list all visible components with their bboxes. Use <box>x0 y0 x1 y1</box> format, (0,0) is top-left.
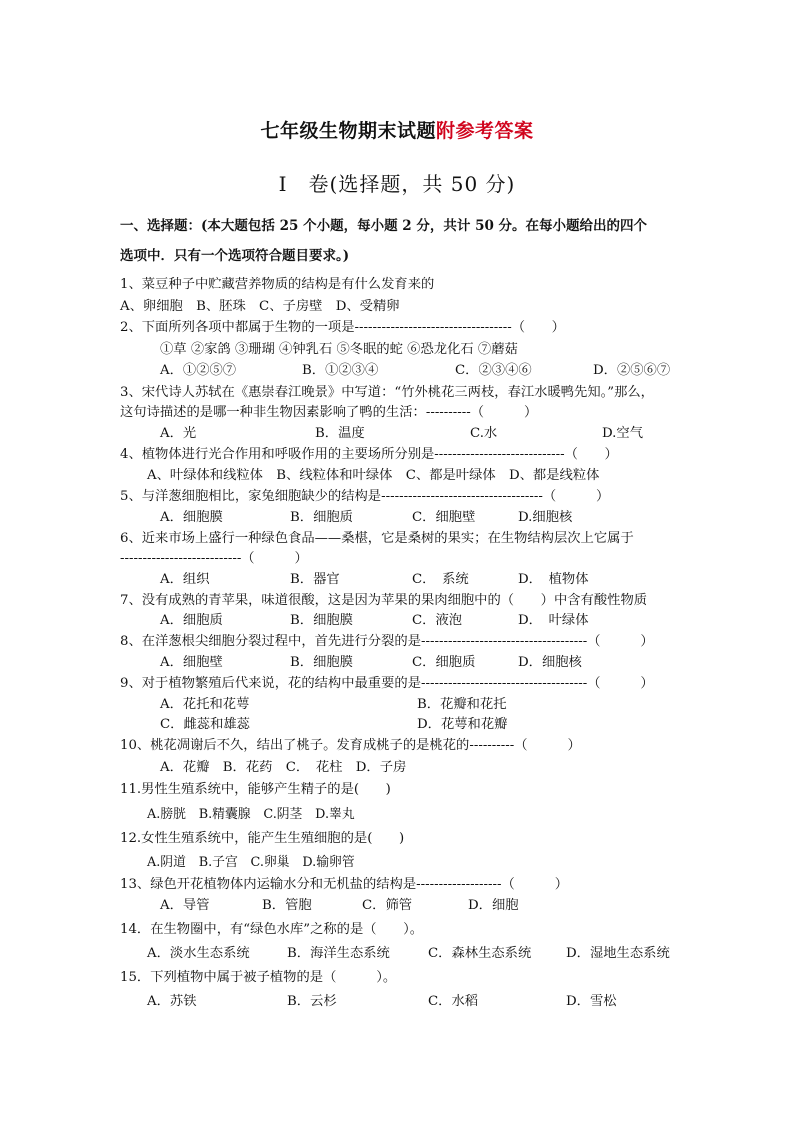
question-9-option-c: C．雌蕊和雄蕊 <box>160 717 250 732</box>
question-14-option-a: A．淡水生态系统 <box>147 946 250 961</box>
question-3-line-1: 3、宋代诗人苏轼在《惠崇春江晚景》中写道：“竹外桃花三两枝，春江水暖鸭先知。”那么， <box>120 385 654 400</box>
question-15-option-d: D．雪松 <box>566 994 617 1009</box>
question-8-option-b: B．细胞膜 <box>290 655 353 670</box>
question-7-option-a: A．细胞质 <box>160 613 223 628</box>
question-3-option-b: B．温度 <box>315 426 365 441</box>
question-15: 15．下列植物中属于被子植物的是（ ）。 <box>120 970 397 985</box>
question-6-line-2: ---------------------------（ ） <box>120 551 308 566</box>
page-title <box>0 116 794 143</box>
question-13-option-b: B．管胞 <box>262 898 312 913</box>
question-14: 14．在生物圈中，有“绿色水库”之称的是（ ）。 <box>120 922 424 937</box>
page-title-main: 七年级生物期末试题 <box>260 120 436 142</box>
question-8-option-d: D．细胞核 <box>518 655 582 670</box>
question-3-line-2: 这句诗描述的是哪一种非生物因素影响了鸭的生活：----------（ ） <box>120 405 538 420</box>
section-instructions-line-2: 选项中．只有一个选项符合题目要求。) <box>120 248 350 264</box>
question-12: 12.女性生殖系统中，能产生生殖细胞的是( ) <box>120 831 405 846</box>
question-7-option-c: C．液泡 <box>412 613 463 628</box>
question-2-option-a: A．①②⑤⑦ <box>160 363 237 378</box>
question-9: 9、对于植物繁殖后代来说，花的结构中最重要的是-------------------------------------（ ） <box>120 676 654 691</box>
question-2-option-c: C．②③④⑥ <box>455 363 532 378</box>
question-5-option-b: B．细胞质 <box>290 510 353 525</box>
question-8-option-a: A．细胞壁 <box>160 655 223 670</box>
question-6-option-a: A．组织 <box>160 572 210 587</box>
question-8-option-c: C．细胞质 <box>412 655 476 670</box>
question-5-option-d: D.细胞核 <box>518 510 573 525</box>
part-title: Ⅰ 卷(选择题，共 50 分) <box>278 172 516 196</box>
question-13-option-a: A．导管 <box>160 898 210 913</box>
question-5-option-a: A．细胞膜 <box>160 510 223 525</box>
question-3-option-a: A．光 <box>160 426 197 441</box>
question-15-option-a: A．苏铁 <box>147 994 197 1009</box>
question-6-line-1: 6、近来市场上盛行一种绿色食品——桑椹，它是桑树的果实；在生物结构层次上它属于 <box>120 531 634 546</box>
question-1: 1、菜豆种子中贮藏营养物质的结构是有什么发育来的 <box>120 277 435 292</box>
question-11-options: A.膀胱 B.精囊腺 C.阴茎 D.睾丸 <box>147 807 355 822</box>
question-9-option-d: D．花萼和花瓣 <box>417 717 508 732</box>
question-5: 5、与洋葱细胞相比，家兔细胞缺少的结构是------------------------------------（ ） <box>120 489 610 504</box>
question-15-option-c: C．水稻 <box>428 994 479 1009</box>
question-13: 13、绿色开花植物体内运输水分和无机盐的结构是-------------------（ ） <box>120 877 569 892</box>
question-2: 2、下面所列各项中都属于生物的一项是-----------------------------------（ ） <box>120 320 565 335</box>
question-7-option-d: D． 叶绿体 <box>518 613 589 628</box>
question-3-option-d: D.空气 <box>602 426 644 441</box>
question-14-option-d: D．湿地生态系统 <box>566 946 670 961</box>
question-6-option-b: B．器官 <box>290 572 340 587</box>
question-9-option-b: B．花瓣和花托 <box>417 697 507 712</box>
question-4: 4、植物体进行光合作用和呼吸作用的主要场所分别是-----------------------------（ ） <box>120 447 618 462</box>
question-10: 10、桃花凋谢后不久，结出了桃子。发育成桃子的是桃花的----------（ ） <box>120 738 581 753</box>
question-10-options: A．花瓣 B．花药 C． 花柱 D．子房 <box>160 760 407 775</box>
question-5-option-c: C．细胞壁 <box>412 510 476 525</box>
question-4-options: A、叶绿体和线粒体 B、线粒体和叶绿体 C、都是叶绿体 D、都是线粒体 <box>147 468 600 483</box>
question-13-option-d: D．细胞 <box>468 898 519 913</box>
question-6-option-c: C． 系统 <box>412 572 469 587</box>
question-14-option-c: C．森林生态系统 <box>428 946 532 961</box>
question-6-option-d: D． 植物体 <box>518 572 589 587</box>
page-title-answer-note: 附参考答案 <box>436 120 534 142</box>
question-13-option-c: C．筛管 <box>362 898 413 913</box>
question-1-options: A、卵细胞 B、胚珠 C、子房壁 D、受精卵 <box>120 299 400 314</box>
question-14-option-b: B．海洋生态系统 <box>287 946 390 961</box>
question-3-option-c: C.水 <box>470 426 498 441</box>
question-9-option-a: A．花托和花萼 <box>160 697 250 712</box>
question-2-option-b: B．①②③④ <box>302 363 379 378</box>
question-2-option-d: D．②⑤⑥⑦ <box>593 363 671 378</box>
question-7-option-b: B．细胞膜 <box>290 613 353 628</box>
question-12-options: A.阴道 B.子宫 C.卵巢 D.输卵管 <box>147 855 355 870</box>
section-instructions-line-1: 一、选择题：(本大题包括 25 个小题，每小题 2 分，共计 50 分。在每小题给出的四个 <box>120 218 648 234</box>
question-8: 8、在洋葱根尖细胞分裂过程中，首先进行分裂的是-------------------------------------（ ） <box>120 634 654 649</box>
question-7: 7、没有成熟的青苹果，味道很酸，这是因为苹果的果肉细胞中的（ ）中含有酸性物质 <box>120 593 648 608</box>
question-15-option-b: B．云杉 <box>287 994 337 1009</box>
question-11: 11.男性生殖系统中，能够产生精子的是( ) <box>120 782 391 797</box>
question-2-items: ①草 ②家鸽 ③珊瑚 ④钟乳石 ⑤冬眠的蛇 ⑥恐龙化石 ⑦蘑菇 <box>160 342 518 357</box>
